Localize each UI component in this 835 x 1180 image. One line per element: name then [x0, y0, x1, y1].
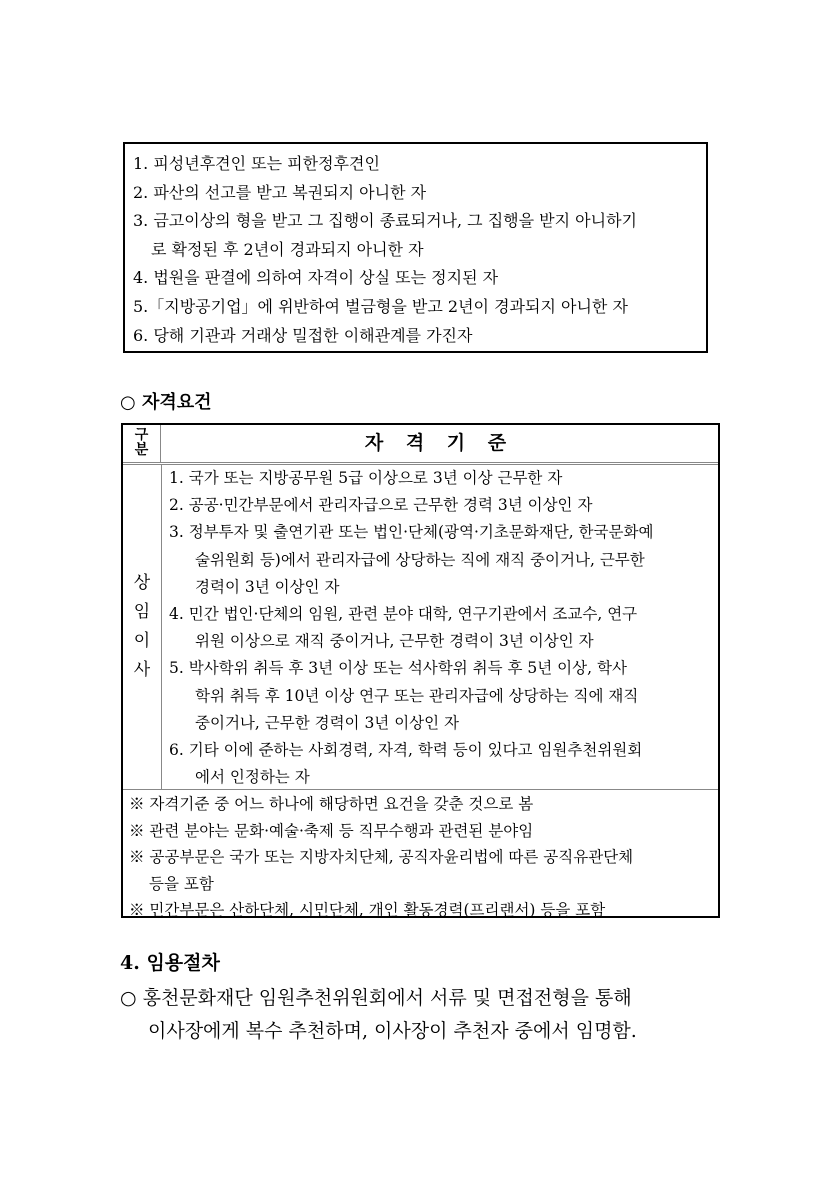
criteria-column-header: 자 격 기 준: [364, 432, 515, 454]
note-item-1: ※ 자격기준 중 어느 하나에 해당하면 요건을 갖춘 것으로 봄: [129, 795, 534, 813]
category-char: 상: [133, 573, 151, 593]
criteria-item-5-cont: 중이거나, 근무한 경력이 3년 이상인 자: [195, 713, 460, 732]
disqualification-box: [123, 142, 708, 353]
category-column-header: [123, 425, 161, 462]
criteria-item-3-cont: 경력이 3년 이상인 자: [195, 577, 340, 596]
criteria-item-6-cont: 에서 인정하는 자: [195, 768, 310, 787]
category-char: 사: [133, 660, 151, 680]
criteria-item-4: 4. 민간 법인·단체의 임원, 관련 분야 대학, 연구기관에서 조교수, 연구: [169, 605, 638, 624]
category-cell: [123, 465, 162, 789]
criteria-cell: [169, 465, 715, 791]
disqualification-item-5: 5.「지방공기업」에 위반하여 벌금형을 받고 2년이 경과되지 아니한 자: [133, 296, 628, 316]
note-item-3: ※ 공공부문은 국가 또는 지방자치단체, 공직자윤리법에 따른 공직유관단체: [129, 848, 634, 866]
note-item-3-cont: 등을 포함: [149, 874, 214, 893]
disqualification-item-3-cont: 로 확정된 후 2년이 경과되지 아니한 자: [151, 239, 424, 259]
criteria-item-3: 3. 정부투자 및 출연기관 또는 법인·단체(광역·기초문화재단, 한국문화예: [169, 523, 654, 542]
category-char: 임: [133, 602, 151, 622]
criteria-item-5: 5. 박사학위 취득 후 3년 이상 또는 석사학위 취득 후 5년 이상, 학사: [169, 659, 627, 678]
procedure-text-line-2: 이사장에게 복수 추천하며, 이사장이 추천자 중에서 임명함.: [148, 1020, 637, 1042]
procedure-heading: 4. 임용절차: [120, 952, 220, 974]
criteria-item-3-cont: 술위원회 등)에서 관리자급에 상당하는 직에 재직 중이거나, 근무한: [195, 550, 645, 569]
disqualification-item-6: 6. 당해 기관과 거래상 밀접한 이해관계를 가진자: [133, 325, 473, 345]
criteria-item-2: 2. 공공·민간부문에서 관리자급으로 근무한 경력 3년 이상인 자: [169, 496, 593, 515]
note-item-2: ※ 관련 분야는 문화·예술·축제 등 직무수행과 관련된 분야임: [129, 821, 534, 840]
disqualification-item-1: 1. 피성년후견인 또는 피한정후견인: [133, 154, 380, 173]
category-char: 이: [133, 631, 151, 651]
qualification-heading: ○ 자격요건: [120, 392, 212, 413]
category-header-bottom: 분: [134, 442, 149, 458]
disqualification-item-2: 2. 파산의 선고를 받고 복권되지 아니한 자: [133, 182, 427, 202]
disqualification-item-3: 3. 금고이상의 형을 받고 그 집행이 종료되거나, 그 집행을 받지 아니하기: [133, 211, 637, 231]
criteria-item-4-cont: 위원 이상으로 재직 중이거나, 근무한 경력이 3년 이상인 자: [195, 632, 594, 651]
procedure-text-line-1: ○ 홍천문화재단 임원추천위원회에서 서류 및 면접전형을 통해: [120, 987, 632, 1009]
table-header-row: [123, 425, 718, 465]
criteria-item-5-cont: 학위 취득 후 10년 이상 연구 또는 관리자급에 상당하는 직에 재직: [195, 686, 639, 705]
criteria-item-1: 1. 국가 또는 지방공무원 5급 이상으로 3년 이상 근무한 자: [169, 469, 563, 487]
notes-cell: [123, 789, 718, 924]
note-item-4: ※ 민간부문은 산하단체, 시민단체, 개인 활동경력(프리랜서) 등을 포함: [129, 901, 606, 919]
disqualification-item-4: 4. 법원을 판결에 의하여 자격이 상실 또는 정지된 자: [133, 268, 499, 288]
criteria-item-6: 6. 기타 이에 준하는 사회경력, 자격, 학력 등이 있다고 임원추천위원회: [169, 741, 643, 760]
category-header-top: 구: [134, 427, 149, 443]
qualification-table: [121, 423, 720, 918]
